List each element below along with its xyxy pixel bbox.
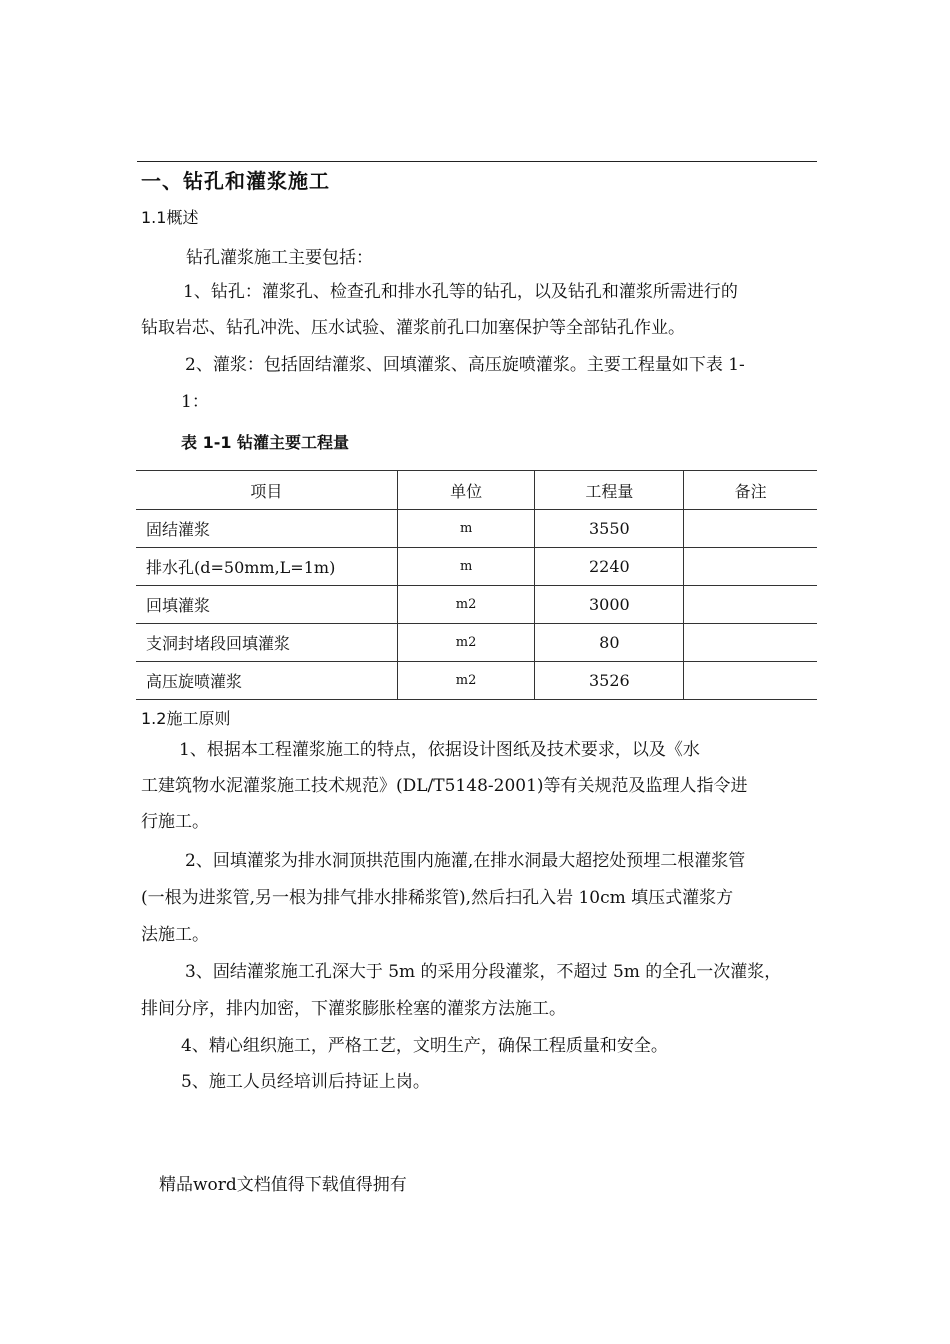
cell-unit: m2: [397, 586, 535, 624]
cell-remark: [684, 662, 817, 700]
column-header-quantity: 工程量: [535, 471, 684, 510]
header-rule: [137, 161, 817, 162]
cell-quantity: 3550: [535, 510, 684, 548]
cell-remark: [684, 586, 817, 624]
cell-item: 排水孔(d=50mm,L=1m): [136, 548, 397, 586]
cell-unit: m2: [397, 662, 535, 700]
column-header-unit: 单位: [397, 471, 535, 510]
table-row: [136, 662, 817, 700]
table-row: [136, 624, 817, 662]
table-row: [136, 510, 817, 548]
table-row: [136, 586, 817, 624]
cell-quantity: 2240: [535, 548, 684, 586]
overview-line: 钻取岩芯、钻孔冲洗、压水试验、灌浆前孔口加塞保护等全部钻孔作业。: [141, 318, 685, 338]
principles-line: 5、施工人员经培训后持证上岗。: [181, 1072, 430, 1092]
cell-remark: [684, 548, 817, 586]
principles-line: (一根为进浆管,另一根为排气排水排稀浆管),然后扫孔入岩 10cm 填压式灌浆方: [141, 888, 734, 908]
section-title: 一、钻孔和灌浆施工: [141, 169, 330, 193]
table-header-row: [136, 471, 817, 510]
cell-item: 支洞封堵段回填灌浆: [136, 624, 397, 662]
overview-line: 1：: [181, 392, 209, 412]
cell-quantity: 80: [535, 624, 684, 662]
column-header-remark: 备注: [684, 471, 817, 510]
column-header-item: 项目: [136, 471, 397, 510]
cell-quantity: 3526: [535, 662, 684, 700]
principles-line: 3、固结灌浆施工孔深大于 5m 的采用分段灌浆，不超过 5m 的全孔一次灌浆，: [185, 962, 782, 982]
cell-unit: m2: [397, 624, 535, 662]
quantities-table: [136, 470, 817, 700]
table-caption: 表 1-1 钻灌主要工程量: [181, 433, 350, 452]
principles-line: 2、回填灌浆为排水洞顶拱范围内施灌,在排水洞最大超挖处预埋二根灌浆管: [185, 851, 746, 871]
table-row: [136, 548, 817, 586]
cell-item: 高压旋喷灌浆: [136, 662, 397, 700]
principles-heading: 1.2施工原则: [141, 709, 231, 728]
principles-line: 排间分序，排内加密，下灌浆膨胀栓塞的灌浆方法施工。: [141, 999, 566, 1019]
principles-line: 法施工。: [141, 925, 209, 945]
overview-line: 1、钻孔：灌浆孔、检查孔和排水孔等的钻孔，以及钻孔和灌浆所需进行的: [183, 282, 738, 302]
principles-line: 工建筑物水泥灌浆施工技术规范》(DL/T5148-2001)等有关规范及监理人指令进: [141, 776, 748, 796]
cell-item: 固结灌浆: [136, 510, 397, 548]
cell-unit: m: [397, 510, 535, 548]
overview-line: 钻孔灌浆施工主要包括：: [186, 248, 373, 268]
cell-remark: [684, 624, 817, 662]
principles-line: 1、根据本工程灌浆施工的特点，依据设计图纸及技术要求，以及《水: [179, 740, 700, 760]
cell-unit: m: [397, 548, 535, 586]
cell-quantity: 3000: [535, 586, 684, 624]
overview-heading: 1.1概述: [141, 208, 199, 227]
cell-item: 回填灌浆: [136, 586, 397, 624]
cell-remark: [684, 510, 817, 548]
overview-line: 2、灌浆：包括固结灌浆、回填灌浆、高压旋喷灌浆。主要工程量如下表 1-: [185, 355, 745, 375]
footer-watermark-text: 精品word文档值得下载值得拥有: [159, 1175, 407, 1195]
principles-line: 行施工。: [141, 812, 209, 832]
principles-line: 4、精心组织施工，严格工艺，文明生产，确保工程质量和安全。: [181, 1036, 668, 1056]
